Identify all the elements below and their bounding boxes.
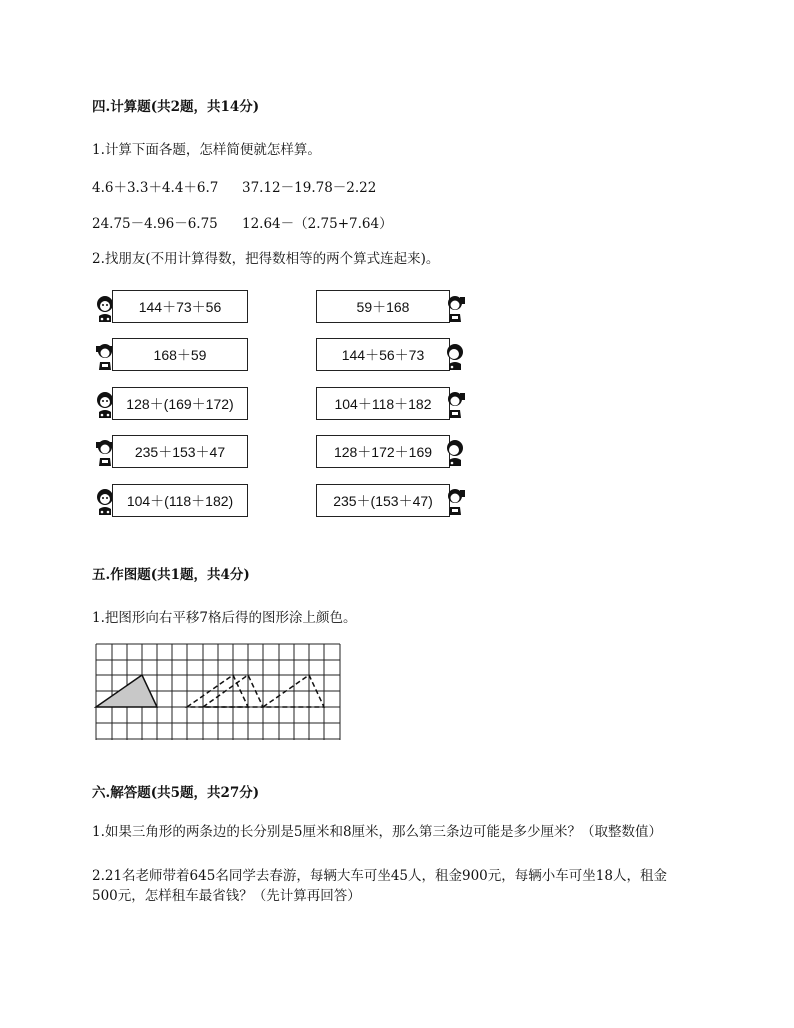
left-expression-box[interactable]: 168＋59 — [112, 338, 248, 371]
left-expression-box[interactable]: 235＋153＋47 — [112, 435, 248, 468]
right-expression-box[interactable]: 59＋168 — [316, 290, 450, 323]
expr-2a: 24.75－4.96－6.75 — [92, 216, 218, 232]
child-icon — [444, 294, 466, 324]
left-expression-box[interactable]: 128＋(169＋172) — [112, 387, 248, 420]
question-6-2: 2.21名老师带着645名同学去春游，每辆大车可坐45人，租金900元，每辆小车可坐18人，租金500元，怎样租车最省钱？（先计算再回答） — [92, 868, 667, 904]
question-5-1: 1.把图形向右平移7格后得的图形涂上颜色。 — [92, 610, 357, 626]
section-4-title: 四.计算题(共2题，共14分) — [92, 99, 260, 115]
translation-grid — [94, 642, 346, 742]
question-4-2: 2.找朋友(不用计算得数，把得数相等的两个算式连起来)。 — [92, 251, 440, 267]
section-6-title: 六.解答题(共5题，共27分) — [92, 785, 260, 801]
child-icon — [444, 487, 466, 517]
left-expression-box[interactable]: 104＋(118＋182) — [112, 484, 248, 517]
child-icon — [444, 342, 466, 372]
question-4-1: 1.计算下面各题，怎样简便就怎样算。 — [92, 142, 321, 158]
expr-1b: 37.12－19.78－2.22 — [242, 180, 377, 196]
child-icon — [444, 438, 466, 468]
right-expression-box[interactable]: 128＋172＋169 — [316, 435, 450, 468]
expr-2b: 12.64－（2.75+7.64） — [242, 216, 393, 232]
expr-1a: 4.6＋3.3＋4.4＋6.7 — [92, 180, 219, 196]
right-expression-box[interactable]: 144＋56＋73 — [316, 338, 450, 371]
left-expression-box[interactable]: 144＋73＋56 — [112, 290, 248, 323]
question-6-1: 1.如果三角形的两条边的长分别是5厘米和8厘米，那么第三条边可能是多少厘米？（取整数值） — [92, 824, 663, 840]
right-expression-box[interactable]: 104＋118＋182 — [316, 387, 450, 420]
right-expression-box[interactable]: 235＋(153＋47) — [316, 484, 450, 517]
child-icon — [444, 390, 466, 420]
section-5-title: 五.作图题(共1题，共4分) — [92, 567, 250, 583]
